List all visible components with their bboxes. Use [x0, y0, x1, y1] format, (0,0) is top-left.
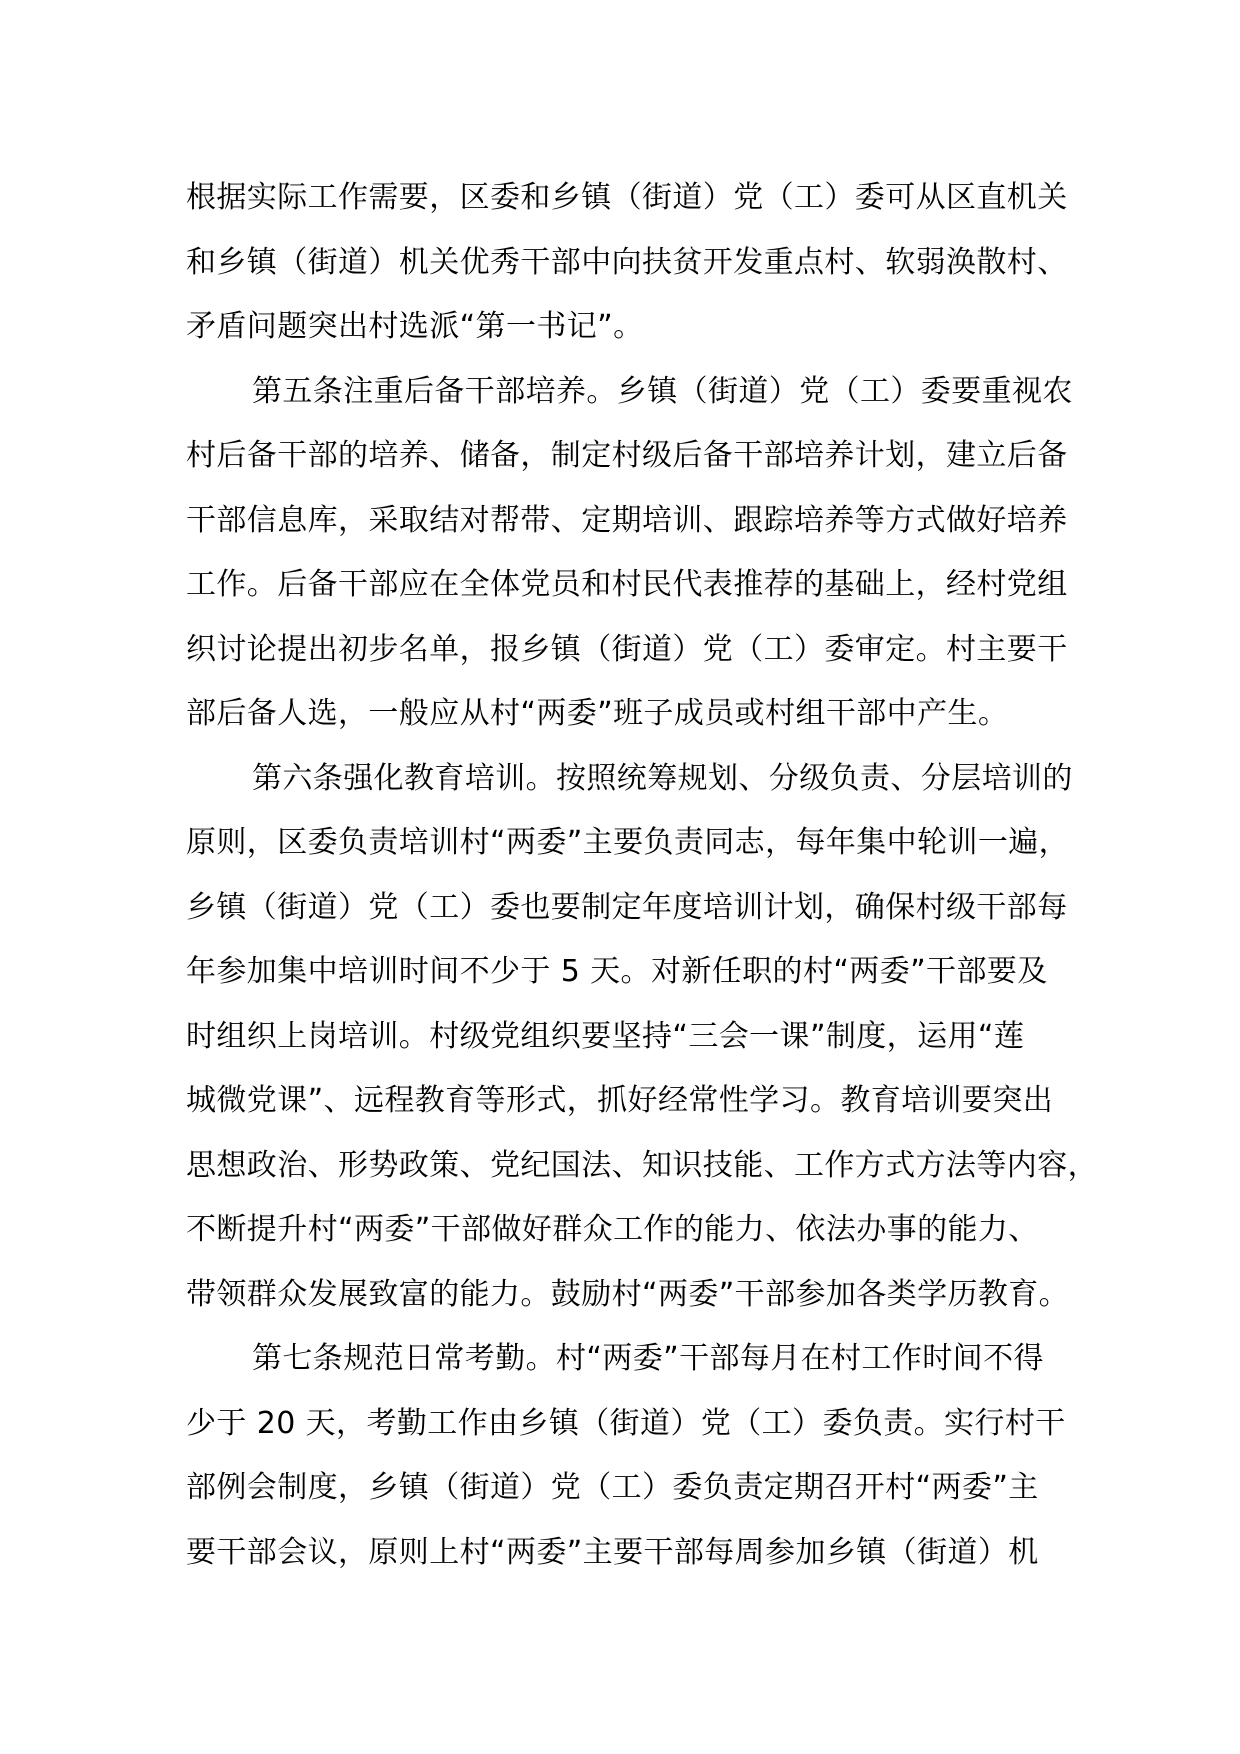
document-body	[186, 166, 1098, 1585]
text-line: 思想政治、形势政策、党纪国法、知识技能、工作方式方法等内容，	[186, 1147, 1098, 1183]
text-line: 织讨论提出初步名单，报乡镇（街道）党（工）委审定。村主要干	[186, 631, 1068, 667]
text-line: 原则，区委负责培训村“两委”主要负责同志，每年集中轮训一遍，	[186, 825, 1070, 860]
text-line: 年参加集中培训时间不少于 5 天。对新任职的村“两委”干部要及	[186, 954, 1048, 989]
article-7-first-line: 第七条规范日常考勤。村“两委”干部每月在村工作时间不得	[252, 1341, 1044, 1376]
text-line: 部后备人选，一般应从村“两委”班子成员或村组干部中产生。	[186, 696, 1009, 731]
text-line: 要干部会议，原则上村“两委”主要干部每周参加乡镇（街道）机	[186, 1534, 1039, 1570]
text-line: 不断提升村“两委”干部做好群众工作的能力、依法办事的能力、	[186, 1212, 1039, 1247]
text-line: 城微党课”、远程教育等形式，抓好经常性学习。教育培训要突出	[186, 1083, 1054, 1118]
text-line: 矛盾问题突出村选派“第一书记”。	[186, 309, 644, 344]
text-line: 工作。后备干部应在全体党员和村民代表推荐的基础上，经村党组	[186, 567, 1068, 602]
text-line: 时组织上岗培训。村级党组织要坚持“三会一课”制度，运用“莲	[186, 1018, 1025, 1054]
text-line: 和乡镇（街道）机关优秀干部中向扶贫开发重点村、软弱涣散村、	[186, 244, 1068, 280]
text-line: 少于 20 天，考勤工作由乡镇（街道）党（工）委负责。实行村干	[186, 1405, 1066, 1441]
text-line: 部例会制度，乡镇（街道）党（工）委负责定期召开村“两委”主	[186, 1470, 1039, 1505]
article-5-first-line: 第五条注重后备干部培养。乡镇（街道）党（工）委要重视农	[252, 373, 1073, 409]
text-line: 带领群众发展致富的能力。鼓励村“两委”干部参加各类学历教育。	[186, 1276, 1070, 1312]
text-line: 干部信息库，采取结对帮带、定期培训、跟踪培养等方式做好培养	[186, 502, 1068, 538]
text-line: 村后备干部的培养、储备，制定村级后备干部培养计划，建立后备	[186, 438, 1068, 473]
article-6-first-line: 第六条强化教育培训。按照统筹规划、分级负责、分层培训的	[252, 760, 1073, 796]
text-line: 根据实际工作需要，区委和乡镇（街道）党（工）委可从区直机关	[186, 180, 1068, 215]
text-line: 乡镇（街道）党（工）委也要制定年度培训计划，确保村级干部每	[186, 889, 1068, 925]
